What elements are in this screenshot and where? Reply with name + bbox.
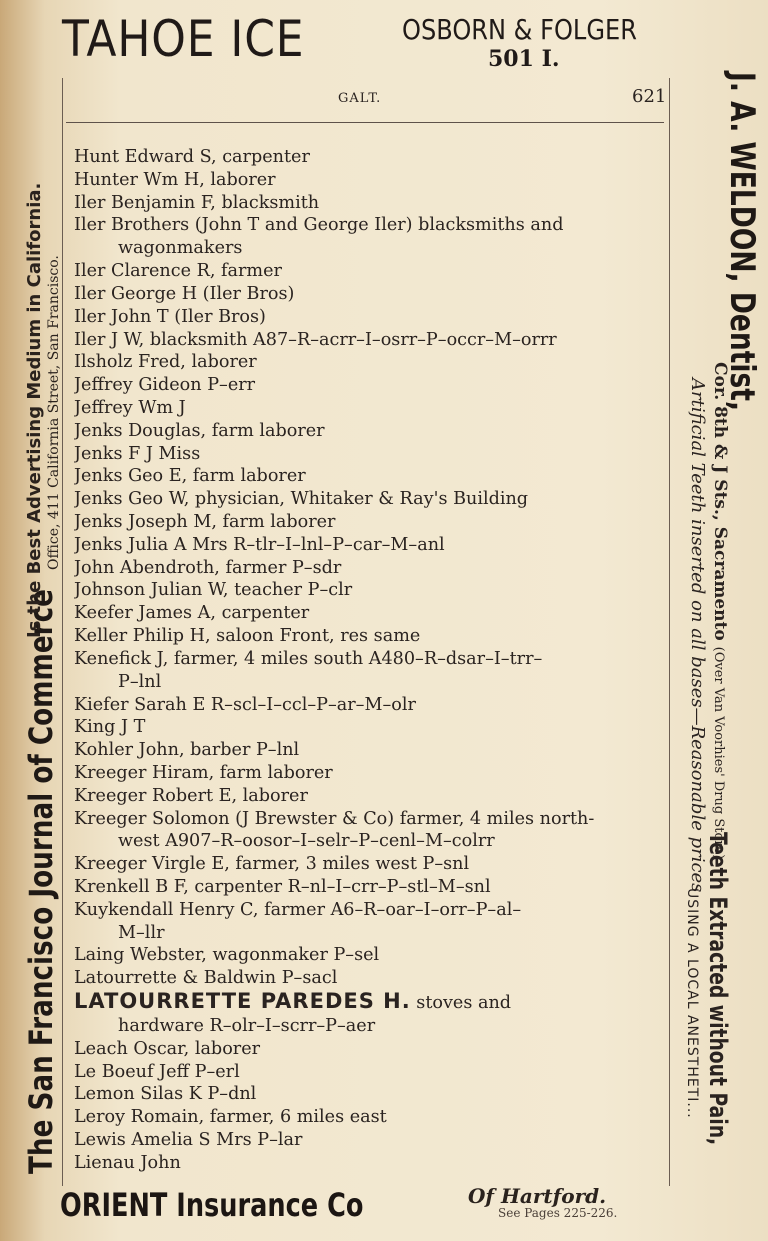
directory-entry (74, 146, 668, 169)
journal-ad-line2: Office, 411 California Street, San Francisco. (46, 255, 62, 570)
osborn-folger-ad: OSBORN & FOLGER (402, 13, 637, 46)
entry-text: Jeffrey Gideon P–err (74, 375, 256, 396)
entry-text: Lemon Silas K P–dnl (74, 1084, 257, 1105)
entry-continuation: hardware R–olr–I–scrr–P–aer (118, 1015, 376, 1036)
entry-text: Lienau John (74, 1152, 181, 1173)
directory-entry (74, 853, 668, 876)
entry-text: Kreeger Solomon (J Brewster & Co) farmer, 4 miles north- (74, 808, 595, 829)
entry-text: Jenks Geo W, physician, Whitaker & Ray's Building (74, 489, 529, 510)
entry-text: Ilsholz Fred, laborer (74, 352, 257, 373)
directory-entry (74, 762, 668, 785)
directory-entry (74, 716, 668, 739)
directory-entry (74, 397, 668, 420)
weldon-anesthetic: USING A LOCAL ANESTHETI... (684, 888, 700, 1119)
entry-continuation: west A907–R–oosor–I–selr–P–cenl–M–colrr (118, 831, 495, 852)
orient-see-pages: See Pages 225-226. (498, 1206, 618, 1220)
entry-text: Iler Clarence R, farmer (74, 261, 282, 282)
entry-text: Keefer James A, carpenter (74, 603, 310, 624)
entry-text: Hunter Wm H, laborer (74, 169, 276, 190)
entry-text: Jenks F J Miss (74, 443, 201, 464)
directory-entry (74, 374, 668, 397)
entry-text: Kreeger Robert E, laborer (74, 785, 308, 806)
orient-hartford: Of Hartford. (468, 1184, 607, 1208)
directory-entry (74, 214, 668, 260)
entry-text: Kiefer Sarah E R–scl–I–ccl–P–ar–M–olr (74, 694, 416, 715)
entry-text: Iler John T (Iler Bros) (74, 306, 266, 327)
directory-entry (74, 694, 668, 717)
weldon-headline: Teeth Extracted without Pain, (704, 832, 732, 1146)
directory-entry (74, 990, 668, 1038)
directory-entry (74, 899, 668, 945)
entry-text: Jeffrey Wm J (74, 397, 186, 418)
entry-text: stoves and (410, 993, 512, 1014)
weldon-address: Cor. 8th & J Sts., Sacramento (Over Van Voorhies' Drug Store) (710, 362, 730, 860)
directory-entry (74, 1106, 668, 1129)
directory-entry (74, 602, 668, 625)
header-rule (66, 122, 664, 123)
orient-insurance-ad: ORIENT Insurance Co (60, 1186, 364, 1224)
entry-text: Iler J W, blacksmith A87–R–acrr–I–osrr–P–occr–M–orrr (74, 329, 557, 350)
directory-entry (74, 465, 668, 488)
directory-entry (74, 625, 668, 648)
entry-text: Johnson Julian W, teacher P–clr (74, 580, 353, 601)
directory-entry (74, 306, 668, 329)
directory-entry (74, 260, 668, 283)
directory-entry (74, 1038, 668, 1061)
entry-text: Iler Brothers (John T and George Iler) blacksmiths and (74, 215, 564, 236)
entry-text: Le Boeuf Jeff P–erl (74, 1061, 240, 1082)
directory-entry (74, 785, 668, 808)
weldon-dentist-ad (678, 72, 768, 1192)
entry-text: Krenkell B F, carpenter R–nl–I–crr–P–stl–M–snl (74, 877, 491, 897)
directory-entry (74, 648, 668, 694)
entry-continuation: wagonmakers (118, 238, 243, 259)
directory-entry (74, 1152, 668, 1175)
directory-entry (74, 488, 668, 511)
entry-text: Leach Oscar, laborer (74, 1038, 261, 1059)
directory-entry (74, 1129, 668, 1152)
directory-entry (74, 511, 668, 534)
tahoe-ice-ad: TAHOE ICE (62, 10, 305, 68)
running-head: GALT. (338, 91, 382, 106)
entry-continuation: M–llr (118, 922, 165, 943)
directory-entry (74, 579, 668, 602)
directory-entry (74, 283, 668, 306)
osborn-folger-address: 501 I. (488, 46, 560, 72)
directory-entry (74, 808, 668, 854)
entry-text: John Abendroth, farmer P–sdr (74, 557, 342, 578)
directory-entries (74, 146, 668, 1175)
entry-text: Jenks Douglas, farm laborer (74, 420, 325, 441)
entry-text: Kenefick J, farmer, 4 miles south A480–R–dsar–I–trr– (74, 648, 543, 669)
directory-entry (74, 534, 668, 557)
weldon-name: J. A. WELDON, Dentist, (722, 72, 762, 412)
entry-text: Jenks Joseph M, farm laborer (74, 512, 336, 532)
journal-ad-line1: Is the Best Advertising Medium in California. (24, 182, 45, 638)
entry-text: Kreeger Hiram, farm laborer (74, 762, 333, 783)
journal-ad-title: The San Francisco Journal of Commerce (22, 589, 60, 1174)
entry-text: Latourrette & Baldwin P–sacl (74, 968, 338, 989)
directory-entry (74, 876, 668, 899)
entry-text: Laing Webster, wagonmaker P–sel (74, 945, 380, 966)
page-number: 621 (632, 86, 667, 107)
entry-text: Iler George H (Iler Bros) (74, 283, 295, 304)
entry-text: Kuykendall Henry C, farmer A6–R–oar–I–orr–P–al– (74, 899, 522, 920)
directory-entry (74, 967, 668, 990)
entry-continuation: P–lnl (118, 671, 162, 692)
directory-entry (74, 739, 668, 762)
entry-text: Jenks Geo E, farm laborer (74, 466, 306, 487)
entry-text: Jenks Julia A Mrs R–tlr–I–lnl–P–car–M–anl (74, 534, 445, 555)
entry-text: King J T (74, 717, 146, 738)
directory-entry (74, 443, 668, 466)
directory-entry (74, 169, 668, 192)
entry-text: Kohler John, barber P–lnl (74, 740, 300, 761)
entry-bold-name: LATOURRETTE PAREDES H. (74, 990, 411, 1014)
directory-entry (74, 944, 668, 967)
weldon-artificial-teeth: Artificial Teeth inserted on all bases—Reasonable prices (687, 378, 708, 893)
directory-entry (74, 1061, 668, 1084)
journal-of-commerce-ad (0, 0, 70, 1180)
entry-text: Leroy Romain, farmer, 6 miles east (74, 1107, 387, 1128)
directory-entry (74, 420, 668, 443)
entry-text: Keller Philip H, saloon Front, res same (74, 626, 421, 647)
entry-text: Lewis Amelia S Mrs P–lar (74, 1129, 303, 1150)
directory-entry (74, 351, 668, 374)
directory-entry (74, 192, 668, 215)
entry-text: Iler Benjamin F, blacksmith (74, 192, 320, 213)
entry-text: Hunt Edward S, carpenter (74, 147, 310, 167)
entry-text: Kreeger Virgle E, farmer, 3 miles west P–snl (74, 854, 470, 875)
directory-entry (74, 1083, 668, 1106)
directory-entry (74, 557, 668, 580)
directory-entry (74, 329, 668, 352)
